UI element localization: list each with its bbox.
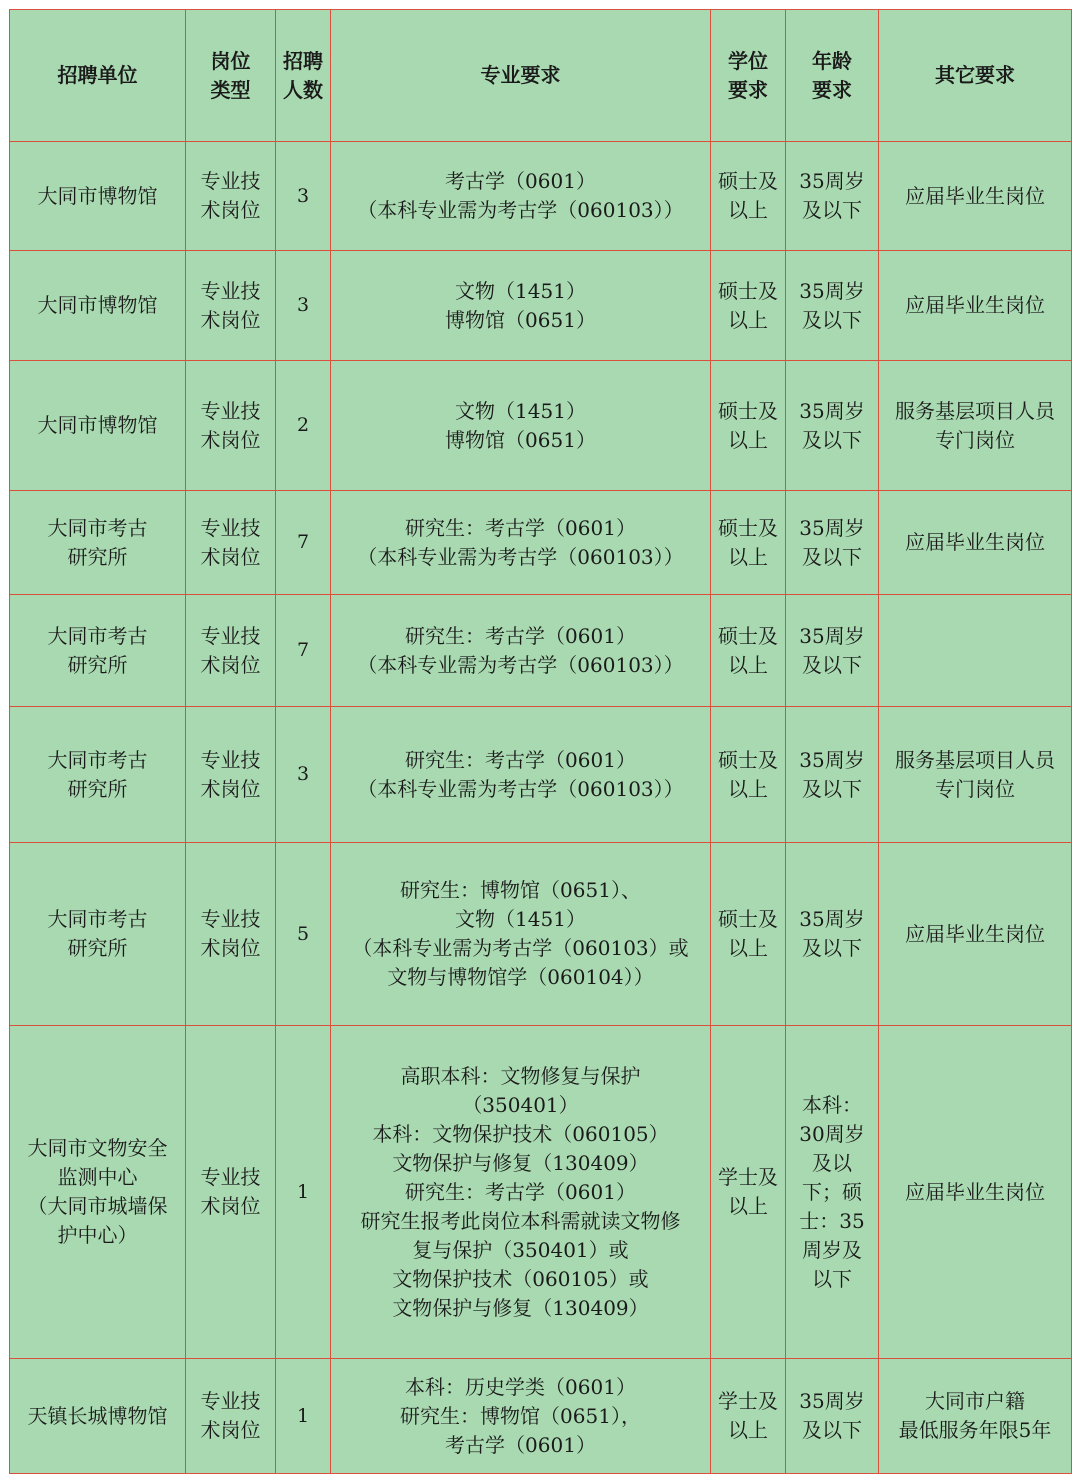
table-row	[10, 361, 1072, 491]
cell-unit	[10, 707, 186, 843]
cell-text: 大同市考古	[47, 907, 148, 931]
cell-text: 35周岁	[799, 515, 865, 540]
cell-degree	[711, 843, 786, 1026]
cell-text: 文物（1451）	[455, 278, 586, 303]
cell-text: 大同市户籍	[925, 1389, 1025, 1413]
cell-age	[786, 843, 879, 1026]
cell-text: 周岁及	[802, 1237, 862, 1262]
cell-text: 硕士及	[718, 907, 778, 931]
cell-text: 35周岁	[799, 169, 865, 193]
cell-degree	[711, 491, 786, 595]
cell-text: 专业技	[200, 515, 261, 540]
cell-count	[276, 361, 331, 491]
cell-type	[186, 1359, 276, 1474]
header-row	[10, 10, 1072, 142]
cell-text: 3	[296, 763, 310, 785]
cell-text: 35周岁	[799, 623, 865, 648]
cell-age	[786, 491, 879, 595]
cell-text: 术岗位	[200, 198, 261, 222]
recruitment-table	[9, 9, 1072, 1474]
cell-text: 博物馆（0651）	[445, 307, 596, 332]
cell-major	[331, 251, 711, 361]
cell-text: 术岗位	[200, 936, 261, 960]
table-body	[10, 142, 1072, 1474]
cell-text: 硕士及	[718, 398, 778, 423]
cell-text: （本科专业需为考古学（060103））	[357, 776, 684, 801]
cell-text: 专业技	[200, 1165, 261, 1189]
cell-age	[786, 361, 879, 491]
cell-text: 复与保护（350401）或	[412, 1237, 629, 1262]
cell-text: 1	[296, 1404, 310, 1427]
header-age: 年龄 要求	[786, 10, 879, 142]
cell-text: 研究生：博物馆（0651）、	[400, 878, 641, 902]
cell-text: 及以下	[802, 776, 862, 801]
cell-text: 及以下	[802, 427, 862, 452]
cell-other	[879, 491, 1072, 595]
table-row	[10, 142, 1072, 251]
cell-text: 硕士及	[718, 747, 778, 772]
cell-major	[331, 142, 711, 251]
cell-text: 大同市考古	[47, 515, 148, 540]
cell-text: 术岗位	[200, 1194, 261, 1218]
cell-text: 硕士及	[718, 278, 778, 303]
cell-text: （本科专业需为考古学（060103））	[357, 198, 684, 222]
cell-text: 7	[296, 531, 310, 553]
cell-text: 本科：	[802, 1092, 862, 1117]
header-type: 岗位 类型	[186, 10, 276, 142]
cell-text: 专业技	[200, 747, 261, 772]
cell-text: 术岗位	[200, 776, 261, 801]
cell-degree	[711, 595, 786, 707]
cell-age	[786, 595, 879, 707]
cell-text: 专业技	[200, 907, 261, 931]
cell-text: 硕士及	[718, 169, 778, 193]
cell-age	[786, 1026, 879, 1359]
cell-text: （本科专业需为考古学（060103）或	[352, 936, 689, 960]
cell-text: （350401）	[462, 1092, 579, 1117]
cell-count	[276, 1359, 331, 1474]
cell-text: 研究所	[67, 652, 128, 677]
cell-type	[186, 1026, 276, 1359]
cell-degree	[711, 142, 786, 251]
cell-text: 以下	[812, 1266, 852, 1291]
cell-text: 及以下	[802, 307, 862, 332]
cell-text: 本科：历史学类（0601）	[405, 1374, 636, 1399]
cell-text: 高职本科：文物修复与保护	[400, 1063, 641, 1088]
cell-text: 研究生：考古学（0601）	[405, 747, 636, 772]
cell-text: 专业技	[200, 398, 261, 423]
cell-text: 天镇长城博物馆	[27, 1403, 168, 1428]
cell-unit	[10, 491, 186, 595]
cell-text: 研究生：考古学（0601）	[405, 1179, 636, 1204]
cell-text: 考古学（0601）	[445, 169, 596, 193]
cell-age	[786, 142, 879, 251]
cell-count	[276, 142, 331, 251]
cell-text: 研究生：博物馆（0651），	[400, 1403, 641, 1428]
cell-type	[186, 595, 276, 707]
cell-major	[331, 361, 711, 491]
cell-text: 服务基层项目人员	[895, 747, 1055, 772]
cell-unit	[10, 1359, 186, 1474]
cell-text: 学士及	[718, 1165, 778, 1189]
cell-age	[786, 1359, 879, 1474]
cell-text: 监测中心	[57, 1165, 138, 1189]
header-count: 招聘 人数	[276, 10, 331, 142]
cell-major	[331, 843, 711, 1026]
cell-text: 术岗位	[200, 544, 261, 569]
cell-text: 硕士及	[718, 515, 778, 540]
cell-text: 应届毕业生岗位	[905, 1179, 1045, 1204]
cell-text: 2	[296, 414, 310, 436]
table-row	[10, 707, 1072, 843]
cell-text: 5	[296, 922, 310, 945]
cell-text: 大同市考古	[47, 747, 148, 772]
cell-type	[186, 707, 276, 843]
cell-unit	[10, 361, 186, 491]
cell-text: 以上	[728, 936, 768, 960]
cell-text: 文物与博物馆学（060104））	[387, 965, 654, 989]
cell-text: （本科专业需为考古学（060103））	[357, 544, 684, 569]
table-row	[10, 1026, 1072, 1359]
cell-text: 大同市考古	[47, 623, 148, 648]
cell-text: 专业技	[200, 278, 261, 303]
recruitment-table-container	[9, 9, 1071, 1474]
header-unit: 招聘单位	[10, 10, 186, 142]
cell-other	[879, 1026, 1072, 1359]
cell-text: 文物（1451）	[455, 398, 586, 423]
cell-text: 35周岁	[799, 398, 865, 423]
cell-text: 研究所	[67, 776, 128, 801]
cell-text: 大同市博物馆	[37, 413, 158, 437]
cell-text: 护中心）	[57, 1223, 138, 1247]
cell-degree	[711, 1026, 786, 1359]
cell-type	[186, 251, 276, 361]
cell-text: 以上	[728, 1418, 768, 1442]
cell-text: 及以下	[802, 544, 862, 569]
cell-text: 以上	[728, 427, 768, 452]
cell-age	[786, 707, 879, 843]
cell-unit	[10, 843, 186, 1026]
cell-degree	[711, 361, 786, 491]
cell-text: 35周岁	[799, 278, 865, 303]
header-degree: 学位 要求	[711, 10, 786, 142]
cell-unit	[10, 251, 186, 361]
cell-text: （大同市城墙保	[27, 1194, 168, 1218]
cell-type	[186, 843, 276, 1026]
cell-text: 术岗位	[200, 307, 261, 332]
cell-degree	[711, 251, 786, 361]
cell-text: 以上	[728, 776, 768, 801]
cell-text: 文物保护与修复（130409）	[392, 1295, 649, 1320]
cell-text: 专门岗位	[935, 427, 1015, 452]
cell-text: 以上	[728, 544, 768, 569]
cell-type	[186, 491, 276, 595]
cell-text: 大同市博物馆	[37, 183, 158, 208]
cell-text: 专门岗位	[935, 776, 1015, 801]
cell-type	[186, 142, 276, 251]
cell-text: 研究所	[67, 544, 128, 569]
cell-text: 下；硕	[802, 1179, 862, 1204]
cell-text: 应届毕业生岗位	[905, 921, 1045, 946]
cell-text: 35周岁	[799, 1389, 865, 1413]
cell-text: 及以下	[802, 1418, 862, 1442]
cell-age	[786, 251, 879, 361]
cell-text: 大同市文物安全	[27, 1136, 168, 1160]
cell-other	[879, 595, 1072, 707]
cell-text: 7	[296, 639, 310, 661]
cell-text: 服务基层项目人员	[895, 398, 1055, 423]
cell-type	[186, 361, 276, 491]
cell-text: 文物保护与修复（130409）	[392, 1150, 649, 1175]
cell-text: 术岗位	[200, 1418, 261, 1442]
cell-text: 应届毕业生岗位	[905, 183, 1045, 208]
cell-major	[331, 707, 711, 843]
cell-text: 1	[296, 1180, 310, 1203]
cell-text: 以上	[728, 198, 768, 222]
cell-text: 研究生：考古学（0601）	[405, 515, 636, 540]
cell-text: 专业技	[200, 623, 261, 648]
cell-text: 专业技	[200, 169, 261, 193]
cell-degree	[711, 1359, 786, 1474]
cell-text: 30周岁	[799, 1121, 865, 1146]
cell-text: 术岗位	[200, 652, 261, 677]
cell-major	[331, 595, 711, 707]
cell-text: 3	[296, 294, 310, 316]
cell-text: 研究生：考古学（0601）	[405, 623, 636, 648]
cell-count	[276, 595, 331, 707]
cell-text: 以上	[728, 307, 768, 332]
header-major: 专业要求	[331, 10, 711, 142]
cell-text: 以上	[728, 652, 768, 677]
cell-text: 术岗位	[200, 427, 261, 452]
cell-text: 学士及	[718, 1389, 778, 1413]
cell-other	[879, 251, 1072, 361]
cell-text: 及以下	[802, 652, 862, 677]
cell-text: 考古学（0601）	[445, 1432, 596, 1457]
cell-text: 最低服务年限5年	[898, 1418, 1052, 1442]
cell-text: 35周岁	[799, 747, 865, 772]
cell-text: 大同市博物馆	[37, 293, 158, 317]
cell-count	[276, 1026, 331, 1359]
cell-text: 及以	[812, 1150, 852, 1175]
cell-major	[331, 1359, 711, 1474]
cell-text: 硕士及	[718, 623, 778, 648]
cell-text: 研究生报考此岗位本科需就读文物修	[360, 1208, 681, 1233]
table-row	[10, 843, 1072, 1026]
cell-text: 士：35	[799, 1208, 865, 1233]
cell-text: 及以下	[802, 198, 862, 222]
cell-count	[276, 491, 331, 595]
cell-text: 35周岁	[799, 907, 865, 931]
cell-count	[276, 707, 331, 843]
cell-unit	[10, 1026, 186, 1359]
cell-other	[879, 707, 1072, 843]
cell-text: 文物（1451）	[455, 907, 586, 931]
cell-text: 应届毕业生岗位	[905, 530, 1045, 554]
cell-major	[331, 491, 711, 595]
cell-degree	[711, 707, 786, 843]
cell-text: 及以下	[802, 936, 862, 960]
cell-text: 博物馆（0651）	[445, 427, 596, 452]
cell-text: 研究所	[67, 936, 128, 960]
cell-other	[879, 142, 1072, 251]
table-row	[10, 251, 1072, 361]
cell-count	[276, 251, 331, 361]
table-row	[10, 491, 1072, 595]
cell-text: 专业技	[200, 1389, 261, 1413]
cell-text: 文物保护技术（060105）或	[392, 1266, 649, 1291]
cell-text: 3	[296, 184, 310, 207]
cell-major	[331, 1026, 711, 1359]
cell-other	[879, 1359, 1072, 1474]
cell-text: 应届毕业生岗位	[905, 293, 1045, 317]
table-row	[10, 595, 1072, 707]
cell-text: 以上	[728, 1194, 768, 1218]
header-other: 其它要求	[879, 10, 1072, 142]
cell-unit	[10, 595, 186, 707]
cell-text: 本科：文物保护技术（060105）	[372, 1121, 669, 1146]
cell-other	[879, 843, 1072, 1026]
cell-unit	[10, 142, 186, 251]
cell-other	[879, 361, 1072, 491]
cell-text: （本科专业需为考古学（060103））	[357, 652, 684, 677]
cell-count	[276, 843, 331, 1026]
table-row	[10, 1359, 1072, 1474]
